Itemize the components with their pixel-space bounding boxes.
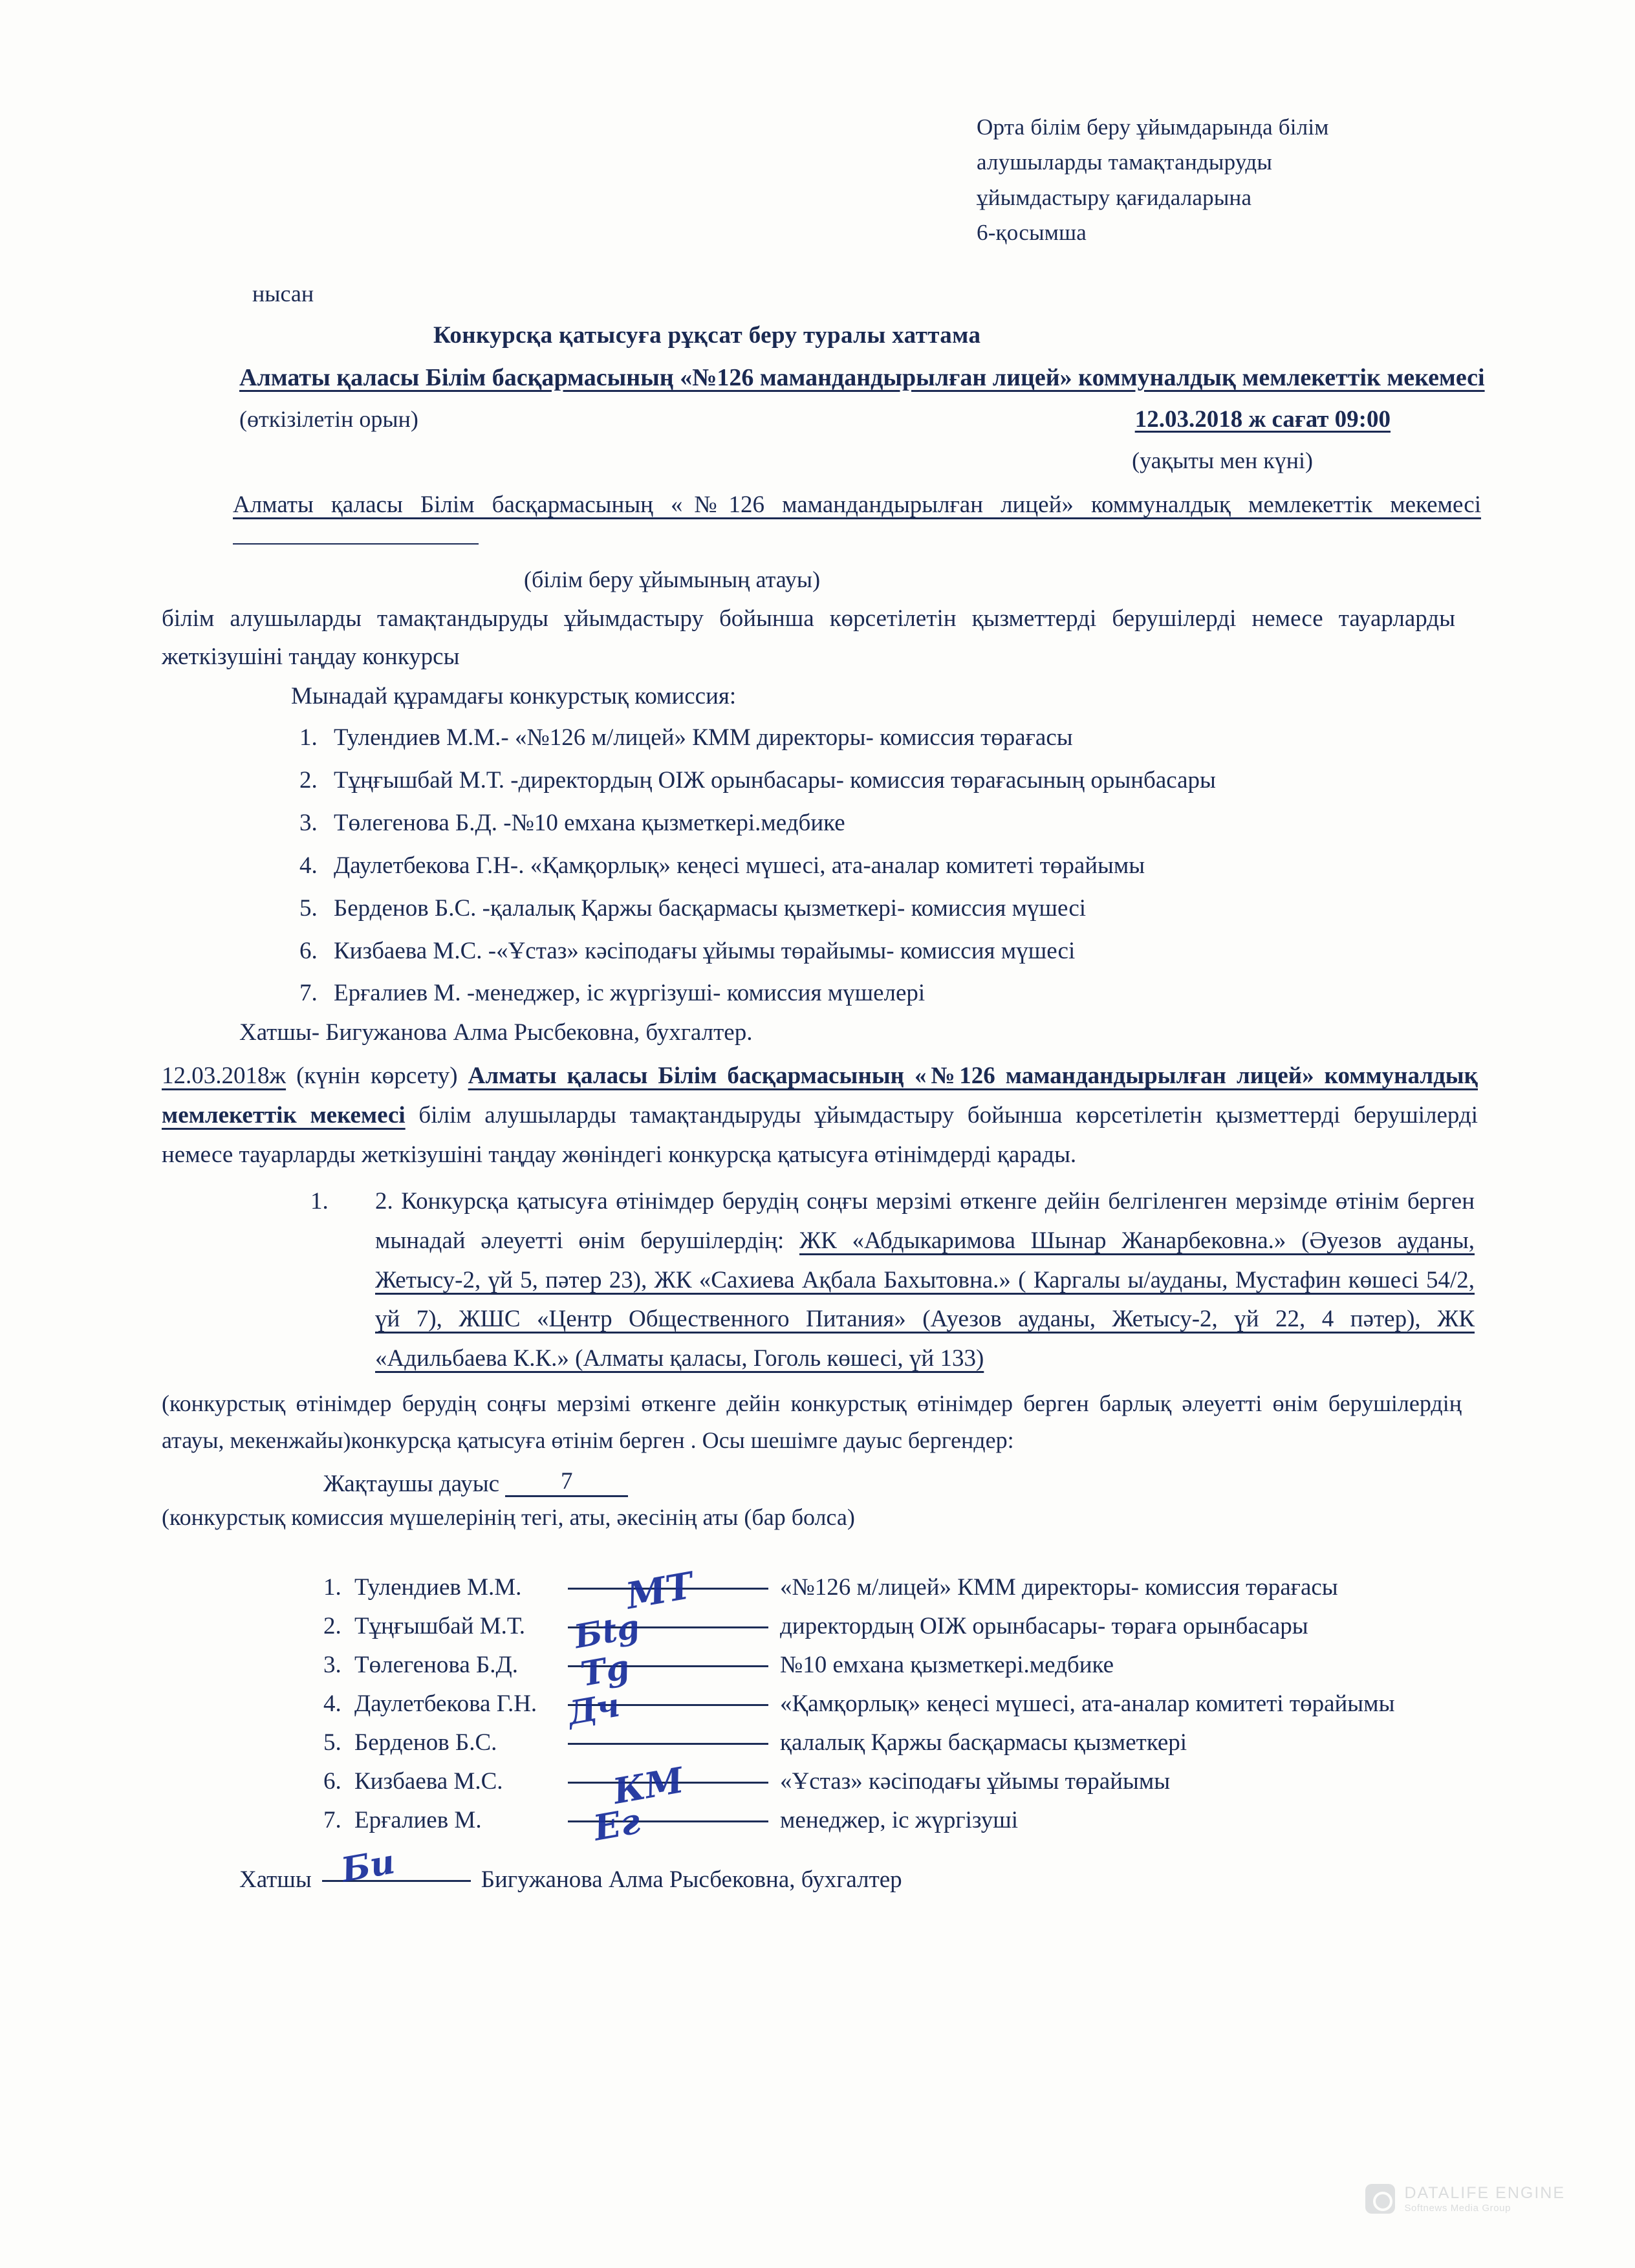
- signature-name: Тұңғышбай М.Т.: [354, 1612, 526, 1639]
- signature-line[interactable]: [568, 1564, 768, 1618]
- signature-list: [162, 1561, 1507, 1849]
- item-suppliers: ЖК «Абдыкаримова Шынар Жанарбековна.» (Әуезов ауданы, Жетысу-2, үй 5, пәтер 23), ЖК «Сахиева Ақбала Бахытовна.» ( Каргалы ы/ауданы, Мустафин көшесі 54/2, үй 7), ЖШС «Центр Общественного Питания» (Ауезов ауданы, Жетысу-2, үй 22, 4 пәтер), ЖК «Адильбаева К.К.» (Алматы қаласы, Гоголь көшесі, үй 133): [375, 1227, 1475, 1372]
- footnote-paragraph: (конкурстық өтінімдер берудің соңғы мерзімі өткенге дейін конкурстық өтінімдер берген барлық әлеуетті өнім берушілердің атауы, мекенжайы)конкурсқа қатысуға өтінім берген . Осы шешімге дауыс бергендер:: [162, 1390, 1462, 1454]
- header-line-3: ұйымдастыру қағидаларына: [977, 184, 1252, 210]
- watermark: [1365, 2184, 1565, 2214]
- secretary-name: Бигужанова Алма Рысбековна, бухгалтер: [481, 1866, 902, 1893]
- organization-bold: Алматы қаласы Білім басқармасының «№126 мамандандырылған лицей» коммуналдық мемлекеттік мекемесі: [239, 364, 1485, 391]
- watermark-subtitle: Softnews Media Group: [1404, 2202, 1511, 2214]
- handwritten-signature: Ег: [590, 1800, 644, 1849]
- decision-organization: Алматы қаласы Білім басқармасының «№126 мамандандырылған лицей» коммуналдық мемлекеттік мекемесі: [162, 1063, 1478, 1129]
- signature-name: Ерғалиев М.: [354, 1806, 482, 1833]
- signature-name: Даулетбекова Г.Н.: [354, 1690, 537, 1717]
- header-line-4: 6-қосымша: [977, 219, 1087, 245]
- fill-in-rule: [233, 543, 479, 545]
- signature-number: 4.: [323, 1690, 341, 1717]
- commission-member-list: [162, 717, 1507, 1015]
- signature-role: «№126 м/лицей» КММ директоры- комиссия төрағасы: [780, 1573, 1338, 1601]
- list-item: 4. Даулетбекова Г.Н-. «Қамқорлық» кеңесі мүшесі, ата-аналар комитеті төрайымы: [323, 845, 1507, 887]
- signature-row: [323, 1677, 1507, 1733]
- signature-name: Берденов Б.С.: [354, 1729, 497, 1756]
- header-block: [977, 110, 1507, 250]
- document-body: [162, 110, 1507, 1894]
- watermark-title: DATALIFE ENGINE: [1404, 2184, 1565, 2202]
- decision-date-note: (күнін көрсету): [296, 1063, 458, 1090]
- signature-row: [323, 1638, 1507, 1694]
- signature-line[interactable]: [568, 1647, 768, 1694]
- signature-number: 5.: [323, 1729, 341, 1756]
- place-label: (өткізілетін орын): [239, 406, 418, 432]
- list-item: 6. Кизбаева М.С. -«Ұстаз» кәсіподағы ұйымы төрайымы- комиссия мүшесі: [323, 930, 1507, 973]
- commission-lead: Мынадай құрамдағы конкурстық комиссия:: [291, 683, 737, 710]
- signature-line[interactable]: [568, 1606, 768, 1656]
- decision-paragraph: [162, 1057, 1478, 1174]
- handwritten-signature: КМ: [610, 1758, 687, 1812]
- secretary-signature-line[interactable]: [322, 1842, 471, 1890]
- organization-underlined: Алматы қаласы Білім басқармасының «№126 мамандандырылған лицей» коммуналдық мемлекеттік мекемесі: [233, 491, 1481, 518]
- document-title: Конкурсқа қатысуға рұқсат беру туралы хаттама: [433, 322, 981, 349]
- vote-label: Жақтаушы дауыс: [323, 1470, 500, 1497]
- signature-number: 2.: [323, 1612, 341, 1639]
- signature-line[interactable]: [568, 1800, 768, 1849]
- signature-role: қалалық Қаржы басқармасы қызметкері: [780, 1729, 1187, 1756]
- signature-row: [323, 1755, 1507, 1812]
- nysan-label: нысан: [252, 281, 314, 307]
- signature-role: №10 емхана қызметкері.медбике: [780, 1651, 1114, 1678]
- signature-row: [323, 1716, 1507, 1755]
- watermark-text: [1404, 2184, 1565, 2214]
- signature-row: [323, 1599, 1507, 1656]
- organization-underlined-block: [233, 486, 1481, 563]
- decision-date: 12.03.2018ж: [162, 1063, 287, 1090]
- handwritten-signature: Тg: [578, 1647, 633, 1694]
- signature-line[interactable]: [568, 1743, 768, 1745]
- signature-number: 7.: [323, 1806, 341, 1833]
- datetime-value: 12.03.2018 ж сағат 09:00: [1134, 406, 1391, 433]
- secretary-line: Хатшы- Бигужанова Алма Рысбековна, бухгалтер.: [239, 1019, 753, 1046]
- signature-line[interactable]: [565, 1685, 768, 1733]
- signature-row: [323, 1561, 1507, 1618]
- handwritten-signature: Бtg: [571, 1606, 643, 1656]
- handwritten-signature: МТ: [623, 1564, 697, 1618]
- vote-row: [323, 1467, 1507, 1500]
- signature-role: менеджер, іс жүргізуші: [780, 1806, 1018, 1833]
- vote-note: (конкурстық комиссия мүшелерінің тегі, аты, әкесінің аты (бар болса): [162, 1504, 855, 1530]
- secretary-label: Хатшы: [239, 1866, 312, 1893]
- signature-number: 6.: [323, 1767, 341, 1795]
- watermark-logo-icon: [1365, 2184, 1395, 2214]
- item-lead: 2. Конкурсқа қатысуға өтінімдер берудің соңғы мерзімі өткенге дейін белгіленген мерзімде өтінім берген мынадай әлеуетті өнім берушілердің:: [375, 1188, 1475, 1254]
- handwritten-signature: Дч: [565, 1685, 623, 1733]
- signature-role: директордың ОІЖ орынбасары- төраға орынбасары: [780, 1612, 1308, 1639]
- list-item: 7. Ерғалиев М. -менеджер, іс жүргізуші- комиссия мүшелері: [323, 972, 1507, 1015]
- signature-row: [323, 1793, 1507, 1849]
- signature-number: 1.: [323, 1573, 341, 1601]
- datetime-caption: (уақыты мен күні): [1132, 448, 1313, 473]
- list-item: 2. Тұңғышбай М.Т. -директордың ОІЖ орынбасары- комиссия төрағасының орынбасары: [323, 759, 1507, 802]
- header-line-1: Орта білім беру ұйымдарында білім: [977, 114, 1329, 140]
- signature-line[interactable]: [568, 1758, 768, 1812]
- application-item: [162, 1182, 1507, 1378]
- vote-count: 7: [505, 1467, 628, 1497]
- secretary-signature-row: [239, 1842, 1507, 1894]
- place-and-datetime-row: [162, 405, 1507, 442]
- purpose-paragraph: білім алушыларды тамақтандыруды ұйымдастыру бойынша көрсетілетін қызметтерді берушілерді немесе тауарларды жеткізушіні таңдау конкурсы: [162, 605, 1455, 671]
- header-line-2: алушыларды тамақтандыруды: [977, 149, 1273, 175]
- signature-number: 3.: [323, 1651, 341, 1678]
- decision-tail: білім алушыларды тамақтандыруды ұйымдастыру бойынша көрсетілетін қызметтерді берушілерді немесе тауарларды жеткізушіні таңдау жөніндегі конкурсқа қатысуға өтінімдерді қарады.: [162, 1101, 1478, 1168]
- item-body: [375, 1182, 1475, 1378]
- list-item: 1. Тулендиев М.М.- «№126 м/лицей» КММ директоры- комиссия төрағасы: [323, 717, 1507, 759]
- signature-name: Тулендиев М.М.: [354, 1573, 522, 1601]
- signature-role: «Ұстаз» кәсіподағы ұйымы төрайымы: [780, 1767, 1171, 1795]
- handwritten-signature: Би: [338, 1842, 398, 1890]
- list-item: 5. Берденов Б.С. -қалалық Қаржы басқармасы қызметкері- комиссия мүшесі: [323, 887, 1507, 930]
- signature-role: «Қамқорлық» кеңесі мүшесі, ата-аналар комитеті төрайымы: [780, 1690, 1395, 1717]
- organization-caption: (білім беру ұйымының атауы): [524, 566, 821, 592]
- signature-name: Төлегенова Б.Д.: [354, 1651, 519, 1678]
- signature-name: Кизбаева М.С.: [354, 1767, 503, 1795]
- list-item: 3. Төлегенова Б.Д. -№10 емхана қызметкері.медбике: [323, 802, 1507, 845]
- item-number: 1.: [310, 1188, 329, 1215]
